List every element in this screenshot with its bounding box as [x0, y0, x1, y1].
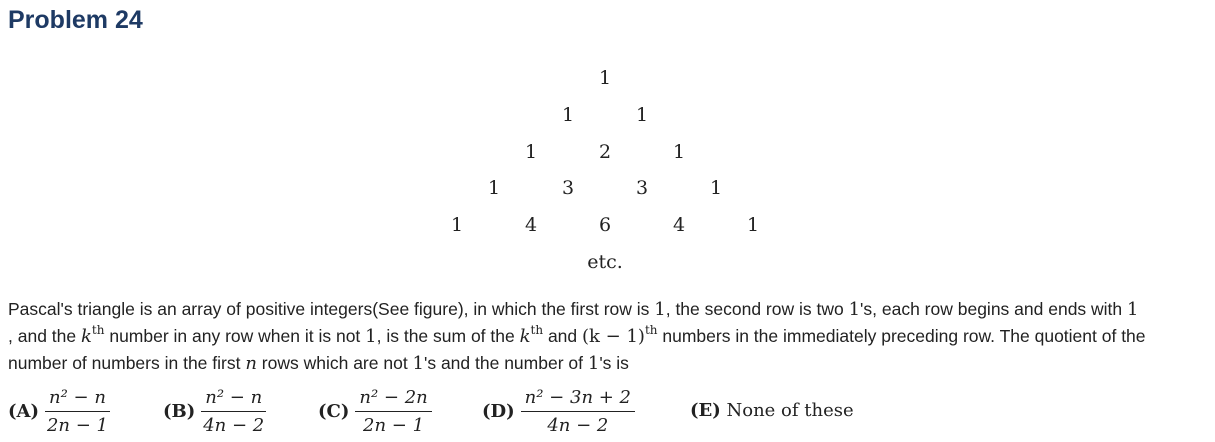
choice-d[interactable]: [482, 386, 635, 436]
choice-label: (E): [690, 400, 721, 421]
choice-fraction: $\frac{\text{n² − n}}{4n - 2}$: [203, 386, 265, 436]
triangle-entry: 1: [635, 104, 649, 126]
choice-label: (B): [163, 400, 196, 422]
triangle-entry: 4: [672, 214, 686, 236]
choice-a[interactable]: [8, 386, 110, 436]
choice-label: (C): [318, 400, 350, 422]
choice-fraction: $\frac{\text{n² − n}}{2n - 1}$: [46, 386, 108, 436]
triangle-entry: 1: [672, 141, 686, 163]
triangle-entry: 1: [487, 177, 501, 199]
triangle-entry: 2: [598, 141, 612, 163]
choice-label: (A): [8, 400, 39, 422]
triangle-entry: 3: [635, 177, 649, 199]
problem-title: Problem 24: [8, 6, 143, 34]
choice-fraction: $\frac{\text{n² − 2n}}{2n - 1}$: [355, 387, 431, 436]
triangle-entry: 1: [598, 67, 612, 89]
problem-statement: Pascal's triangle is an array of positive integers(See figure), in which the first row is 1, the second row is two 1's, each row begins and ends with 1 , and the $k^{th}$ number in any row when it is not 1, is the sum of the $k^{th}$ and $(k - 1)^{th}$ numbers in the immediately preceding row. The quotient of the number of numbers in the first n rows which are not 1's and the number of 1's is: [8, 299, 1146, 374]
triangle-entry: 4: [524, 214, 538, 236]
triangle-etc: etc.: [587, 251, 623, 273]
choice-b[interactable]: [163, 386, 266, 436]
choice-e[interactable]: [690, 400, 854, 421]
choice-label: (D): [482, 400, 515, 422]
triangle-entry: 1: [709, 177, 723, 199]
triangle-entry: 3: [561, 177, 575, 199]
triangle-entry: 1: [561, 104, 575, 126]
triangle-entry: 6: [598, 214, 612, 236]
triangle-entry: 1: [450, 214, 464, 236]
choice-fraction: $\frac{\text{n² − 3n + 2}}{4n - 2}$: [521, 387, 635, 436]
choice-text: None of these: [726, 400, 854, 421]
triangle-entry: 1: [524, 141, 538, 163]
choice-c[interactable]: [318, 386, 432, 436]
triangle-entry: 1: [746, 214, 760, 236]
